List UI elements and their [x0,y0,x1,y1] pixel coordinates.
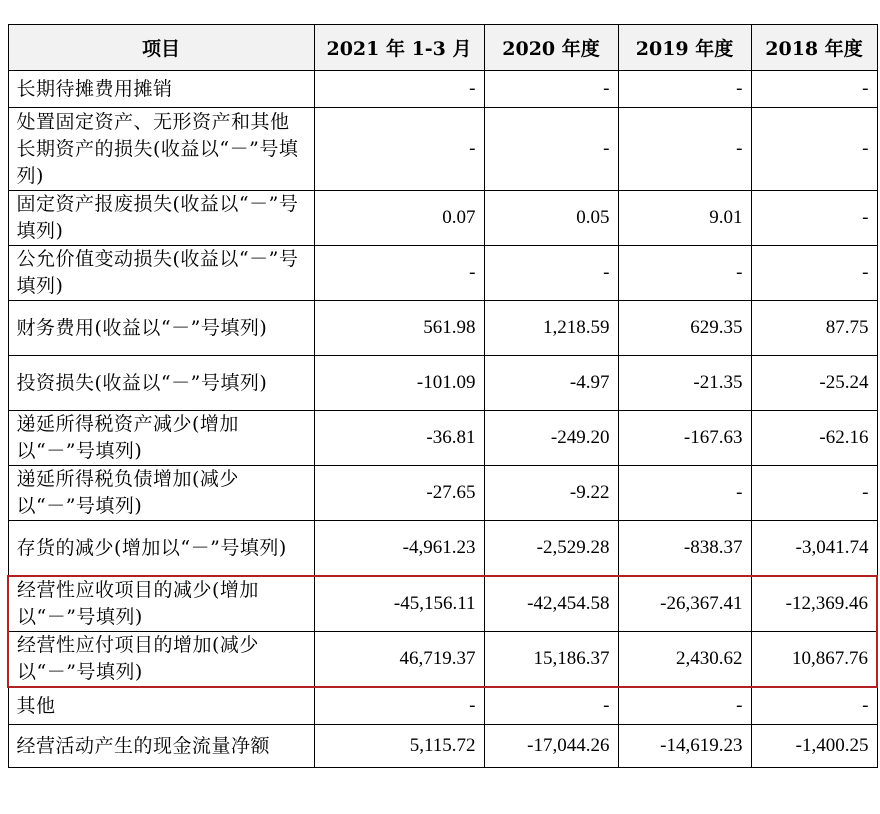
cell-2020: 15,186.37 [484,632,618,688]
cell-2019: -14,619.23 [618,725,751,768]
cell-2018: 87.75 [751,301,877,356]
cell-2018: - [751,191,877,246]
row-label: 存货的减少(增加以“－”号填列) [8,521,314,577]
table-row-total [8,725,877,768]
cell-2018: -12,369.46 [751,576,877,632]
table-row [8,71,877,108]
row-label: 投资损失(收益以“－”号填列) [8,356,314,411]
cell-2018: - [751,71,877,108]
cell-2021q1: 0.07 [314,191,484,246]
row-label: 处置固定资产、无形资产和其他长期资产的损失(收益以“－”号填列) [8,108,314,191]
cell-2020: -249.20 [484,411,618,466]
cell-2020: -42,454.58 [484,576,618,632]
highlighted-row-payables [8,632,877,688]
cell-2018: 10,867.76 [751,632,877,688]
cell-2018: -1,400.25 [751,725,877,768]
table-row [8,191,877,246]
cell-2021q1: - [314,687,484,725]
cell-2018: -3,041.74 [751,521,877,577]
cell-2021q1: - [314,71,484,108]
row-label: 其他 [8,687,314,725]
cell-2019: 9.01 [618,191,751,246]
cell-2020: 1,218.59 [484,301,618,356]
cell-2020: - [484,687,618,725]
cell-2020: -4.97 [484,356,618,411]
row-label: 经营性应付项目的增加(减少以“－”号填列) [8,632,314,688]
cell-2018: -62.16 [751,411,877,466]
row-label: 公允价值变动损失(收益以“－”号填列) [8,246,314,301]
cell-2019: -21.35 [618,356,751,411]
header-row [8,25,877,71]
cell-2018: - [751,466,877,521]
cell-2019: -26,367.41 [618,576,751,632]
cell-2018: -25.24 [751,356,877,411]
header-2018: 2018 年度 [751,25,877,71]
row-label: 经营性应收项目的减少(增加以“－”号填列) [8,576,314,632]
cell-2020: - [484,108,618,191]
table-row [8,356,877,411]
header-2020: 2020 年度 [484,25,618,71]
table-row [8,108,877,191]
cell-2019: - [618,71,751,108]
row-label: 长期待摊费用摊销 [8,71,314,108]
cell-2020: 0.05 [484,191,618,246]
cell-2021q1: 5,115.72 [314,725,484,768]
cell-2020: -9.22 [484,466,618,521]
cell-2019: - [618,108,751,191]
cell-2021q1: 561.98 [314,301,484,356]
table-row [8,687,877,725]
cell-2020: -17,044.26 [484,725,618,768]
cell-2021q1: -27.65 [314,466,484,521]
header-2021q1: 2021 年 1-3 月 [314,25,484,71]
cell-2020: - [484,246,618,301]
cell-2019: -167.63 [618,411,751,466]
cell-2021q1: -45,156.11 [314,576,484,632]
cell-2019: - [618,466,751,521]
cell-2021q1: 46,719.37 [314,632,484,688]
row-label: 递延所得税资产减少(增加以“－”号填列) [8,411,314,466]
cash-flow-supplement-table [7,24,878,768]
cell-2019: 629.35 [618,301,751,356]
table-row [8,301,877,356]
cell-2018: - [751,108,877,191]
header-2019: 2019 年度 [618,25,751,71]
cell-2020: - [484,71,618,108]
row-label: 递延所得税负债增加(减少以“－”号填列) [8,466,314,521]
header-item: 项目 [8,25,314,71]
cell-2018: - [751,246,877,301]
row-label: 固定资产报废损失(收益以“－”号填列) [8,191,314,246]
cell-2019: 2,430.62 [618,632,751,688]
cell-2021q1: - [314,108,484,191]
cell-2020: -2,529.28 [484,521,618,577]
table-row [8,246,877,301]
cell-2019: -838.37 [618,521,751,577]
cell-2019: - [618,687,751,725]
table-row [8,521,877,577]
table-row [8,466,877,521]
cell-2021q1: -4,961.23 [314,521,484,577]
cell-2021q1: -101.09 [314,356,484,411]
table-row [8,411,877,466]
cell-2021q1: - [314,246,484,301]
row-label: 经营活动产生的现金流量净额 [8,725,314,768]
cell-2019: - [618,246,751,301]
highlighted-row-receivables [8,576,877,632]
cell-2021q1: -36.81 [314,411,484,466]
row-label: 财务费用(收益以“－”号填列) [8,301,314,356]
cell-2018: - [751,687,877,725]
